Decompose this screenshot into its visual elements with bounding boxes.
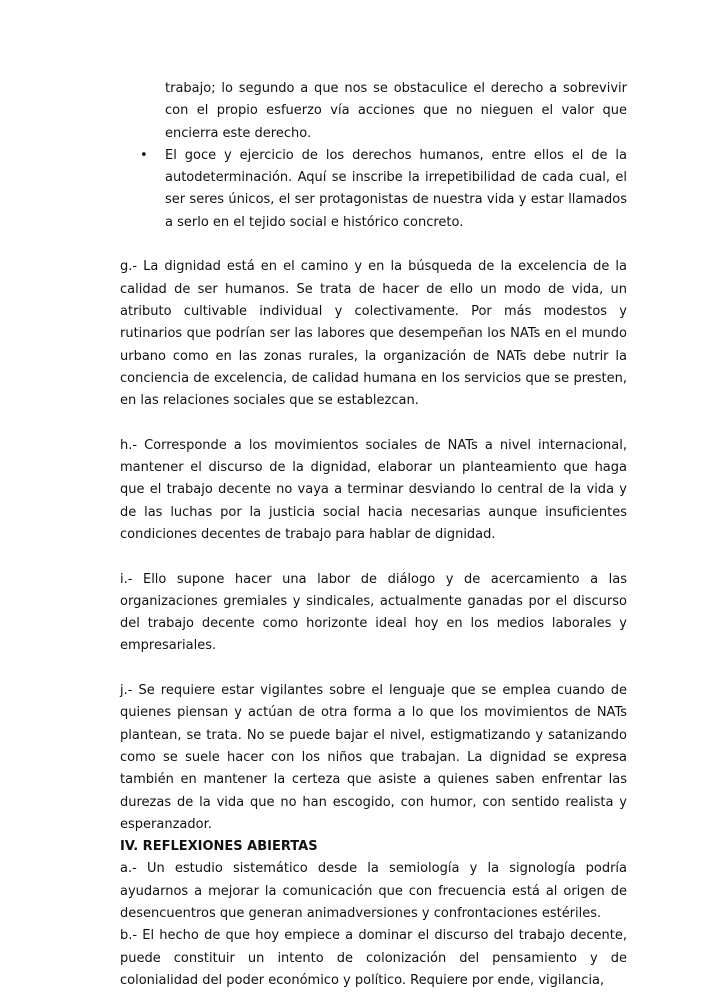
paragraph-g: g.- La dignidad está en el camino y en la búsqueda de la excelencia de la calidad de ser humanos. Se trata de hacer de ello un modo de vida, un atributo cultivable individual y colectivamente. Por más modestos y rutinarios que podrían ser las labores que desempeñan los NATs en el mundo urbano como en las zonas rurales, la organización de NATs debe nutrir la conciencia de excelencia, de calidad humana en los servicios que se presten, en las relaciones sociales que se establezcan. (120, 259, 627, 409)
paragraph-i: i.- Ello supone hacer una labor de diálogo y de acercamiento a las organizaciones gremiales y sindicales, actualmente ganadas por el discurso del trabajo decente como horizonte ideal hoy en los medios laborales y empresariales. (120, 571, 627, 654)
paragraph-b: b.- El hecho de que hoy empiece a dominar el discurso del trabajo decente, puede constituir un intento de colonización del pensamiento y de colonialidad del poder económico y político. Requiere por ende, vigilancia, (120, 928, 627, 988)
list-item-text: El goce y ejercicio de los derechos humanos, entre ellos el de la autodeterminación. Aquí se inscribe la irrepetibilidad de cada cual, el ser seres únicos, el ser protagonistas de nuestra vida y estar llamados a serlo en el tejido social e histórico concreto. (165, 147, 627, 230)
list-item-text: trabajo; lo segundo a que nos se obstaculice el derecho a sobrevivir con el propio esfuerzo vía acciones que no nieguen el valor que encierra este derecho. (165, 81, 627, 141)
section-heading: IV. REFLEXIONES ABIERTAS (120, 839, 318, 855)
paragraph-h: h.- Corresponde a los movimientos sociales de NATs a nivel internacional, mantener el discurso de la dignidad, elaborar un planteamiento que haga que el trabajo decente no vaya a terminar desviando lo central de la vida y de las luchas por la justicia social hacia necesarias aunque insuficientes condiciones decentes de trabajo para hablar de dignidad. (120, 437, 627, 542)
list-item-continuation (165, 78, 627, 145)
document-page (120, 78, 627, 992)
bullet-icon: • (140, 147, 148, 163)
bullet-list (120, 78, 627, 234)
list-item-self-determination (140, 145, 627, 234)
paragraph-j: j.- Se requiere estar vigilantes sobre el lenguaje que se emplea cuando de quienes piensan y actúan de otra forma a lo que los movimientos de NATs plantean, se trata. No se puede bajar el nivel, estigmatizando y satanizando como se suele hacer con los niños que trabajan. La dignidad se expresa también en mantener la certeza que asiste a quienes saben enfrentar las durezas de la vida que no han escogido, con humor, con sentido realista y esperanzador. (120, 683, 627, 832)
paragraph-a: a.- Un estudio sistemático desde la semiología y la signología podría ayudarnos a mejorar la comunicación que con frecuencia está al origen de desencuentros que generan animadversiones y confrontaciones estériles. (120, 861, 627, 921)
